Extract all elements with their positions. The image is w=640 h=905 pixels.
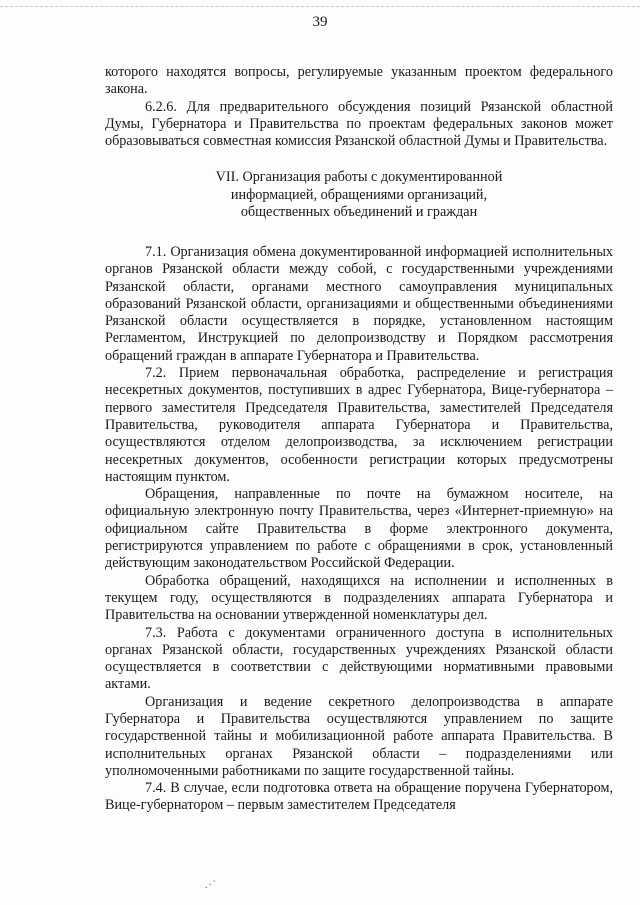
scan-artifact-marks: .·` [205, 880, 218, 891]
scan-top-border [0, 6, 640, 7]
section-heading-line-3: общественных объединений и граждан [240, 204, 478, 221]
paragraph-6-2-6: 6.2.6. Для предварительного обсуждения позиций Рязанской областной Думы, Губернатора и Правительства по проектам федеральных законов может образовываться совместная комиссия Рязанской областной Думы и Правительства. [105, 98, 613, 150]
paragraph-7-2: 7.2. Прием первоначальная обработка, распределение и регистрация несекретных документов, поступивших в адрес Губернатора, Вице-губернатора – первого заместителя Председателя Правительства, заместителей Председателя Правительства, руководителя аппарата Губернатора и Правительства, осуществляются отделом делопроизводства, за исключением регистрации несекретных документов, особенности регистрации которых предусмотрены настоящим пунктом. [105, 365, 613, 485]
paragraph-7-1: 7.1. Организация обмена документированной информацией исполнительных органов Рязанской области между собой, с государственными учреждениями Рязанской области, органами местного самоуправления муниципальных образований Рязанской области, организациями и общественными объединениями Рязанской области осуществляется в порядке, установленном настоящим Регламентом, Инструкцией по делопроизводству и Порядком рассмотрения обращений граждан в аппарате Губернатора и Правительства. [105, 243, 613, 364]
document-body [105, 64, 613, 815]
paragraph-appeals-processing: Обработка обращений, находящихся на исполнении и исполненных в текущем году, осуществляются в подразделениях аппарата Губернатора и Правительства на основании утвержденной номенклатуры дел. [105, 572, 613, 624]
paragraph-7-3: 7.3. Работа с документами ограниченного доступа в исполнительных органах Рязанской области, государственных учреждениях Рязанской области осуществляется в соответствии с действующими нормативными правовыми актами. [105, 624, 613, 693]
paragraph-appeals-registration: Обращения, направленные по почте на бумажном носителе, на официальную электронную почту Правительства, через «Интернет-приемную» на официальном сайте Правительства в форме электронного документа, регистрируются управлением по работе с обращениями в срок, установленный действующим законодательством Российской Федерации. [105, 486, 613, 572]
section-heading-line-2: информацией, обращениями организаций, [230, 186, 488, 203]
page-number: 39 [312, 14, 328, 30]
paragraph-continuation: которого находятся вопросы, регулируемые указанным проектом федерального закона. [105, 64, 613, 98]
paragraph-secret-records: Организация и ведение секретного делопроизводства в аппарате Губернатора и Правительства осуществляются управлением по защите государственной тайны и мобилизационной работе аппарата Правительства. В исполнительных органах Рязанской области – подразделениями или уполномоченными работниками по защите государственной тайны. [105, 693, 613, 779]
section-heading [105, 169, 613, 222]
section-heading-line-1: VII. Организация работы с документированной [215, 169, 503, 186]
paragraph-7-4: 7.4. В случае, если подготовка ответа на обращение поручена Губернатором, Вице-губернатором – первым заместителем Председателя [105, 780, 613, 814]
